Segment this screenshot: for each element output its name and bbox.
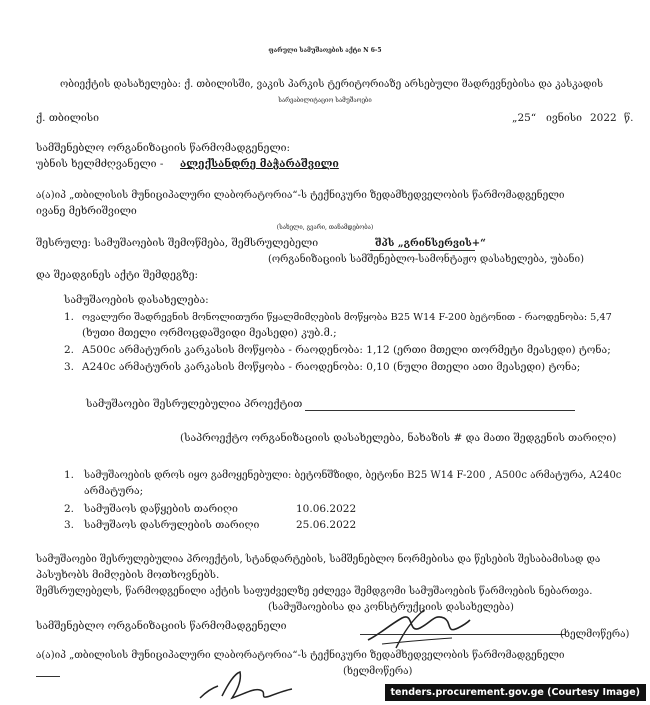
work-3-text: A240c არმატურის კარკასის მოწყობა - რაოდენობა: 0,10 (ნული მთელი ათი მეასედი) ტონა; (82, 361, 581, 373)
lab-signature-caption: (ხელმოწერა) (343, 666, 413, 677)
detail-2-label: სამუშაოს დაწყების თარიღი (84, 503, 238, 515)
lab-caption: (სახელი, გვარი, თანამდებობა) (276, 224, 374, 231)
detail-2-value: 10.06.2022 (296, 503, 357, 515)
lab-signature-line (36, 676, 60, 677)
lab-signature-mark (196, 668, 296, 704)
detail-1-label-2: არმატურა; (84, 485, 144, 497)
executor-caption: (ორგანიზაციის სამშენებლო-სამონტაჟო დასახელება, უბანი) (268, 254, 584, 265)
customer-role: უბნის ხელმძღვანელი - (36, 158, 164, 170)
builder-signature-label: სამშენებლო ორგანიზაციის წარმომადგენელი (36, 620, 287, 632)
builder-signature-caption: (ხელმოწერა) (560, 629, 630, 640)
conclusion-caption: (სამუშაოებისა და კონსტრუქციის დასახელება) (268, 602, 514, 613)
date-month: ივნისი (546, 112, 583, 124)
detail-3-value: 25.06.2022 (296, 519, 357, 531)
date-year: 2022 (590, 112, 617, 124)
lab-line-2: ივანე მეხრიშვილი (36, 205, 137, 217)
executor-company: შპს „გრინსერვის+“ (375, 238, 486, 249)
conclusion-line-1: სამუშაოები შესრულებულია პროექტის, სტანდარტების, სამშენებლო ნორმებისა და წესების შესაბამისად და (36, 554, 601, 565)
work-1-text: ოვალური შადრევნის მონოლითური წყალმიმღების მოწყობა B25 W14 F-200 ბეტონით - რაოდენობა: 5,47 (82, 312, 612, 323)
work-3-num: 3. (64, 361, 75, 373)
composed-text: და შეადგინეს აქტი შემდეგზე: (36, 269, 199, 281)
detail-1-label: სამუშაოების დროს იყო გამოყენებული: ბეტონშზიდი, ბეტონი B25 W14 F-200 , A500c არმატურა, A240c (84, 470, 622, 481)
date-day: „25“ (512, 112, 537, 124)
executor-label: შესრულე: სამუშაოების შემოწმება, შემსრულებელი (36, 237, 319, 249)
detail-1-num: 1. (64, 469, 75, 481)
conclusion-line-2: პასუხობს მიმღების მოთხოვნებს. (36, 569, 220, 581)
place: ქ. თბილისი (36, 112, 100, 124)
detail-2-num: 2. (64, 503, 75, 515)
work-1-text-2: (ხუთი მთელი ორმოცდაშვიდი მეასედი) კუბ.მ.; (82, 327, 337, 339)
works-label: სამუშაოების დასახელება: (64, 294, 209, 306)
builder-signature-mark (362, 604, 472, 654)
work-1-num: 1. (64, 311, 75, 323)
object-line-2: სარეაბილიტაციო სამუშაოები (278, 97, 372, 104)
lab-line-1: ა(ა)იპ „თბილისის მუნიციპალური ლაბორატორია“-ს ტექნიკური ზედამხედველობის წარმომადგენელი (36, 190, 565, 201)
object-line-1: ობიექტის დასახელება: ქ. თბილისში, ვაკის პარკის ტერიტორიაზე არსებული შადრევნებისა და კასკადის (60, 79, 604, 90)
project-caption: (საპროექტო ორგანიზაციის დასახელება, ნახაზის # და მათი შედგენის თარიღი) (180, 432, 617, 444)
executor-underline (370, 250, 475, 251)
conclusion-line-3: შემსრულებელს, წარმოდგენილი აქტის საფუძველზე ეძლევა შემდგომი სამუშაოების წარმოების ნებართვა. (36, 586, 593, 597)
document-title: ფარული სამუშაოების აქტი N 6-5 (268, 47, 382, 54)
lab-signature-label: ა(ა)იპ „თბილისის მუნიციპალური ლაბორატორია“-ს ტექნიკური ზედამხედველობის წარმომადგენელი (36, 650, 565, 661)
image-credit: tenders.procurement.gov.ge (Courtesy Image) (385, 684, 647, 701)
detail-3-label: სამუშაოს დასრულების თარიღი (84, 519, 260, 531)
project-label: სამუშაოები შესრულებულია პროექტით (86, 398, 303, 410)
project-underline (305, 410, 575, 411)
detail-3-num: 3. (64, 519, 75, 531)
work-2-text: A500c არმატურის კარკასის მოწყობა - რაოდენობა: 1,12 (ერთი მთელი თორმეტი მეასედი) ტონა; (82, 344, 611, 356)
customer-label: სამშენებლო ორგანიზაციის წარმომადგენელი: (36, 142, 291, 154)
customer-name: ალექსანდრე მაჭარაშვილი (180, 158, 339, 170)
work-2-num: 2. (64, 344, 75, 356)
date-suffix: წ. (624, 112, 634, 124)
